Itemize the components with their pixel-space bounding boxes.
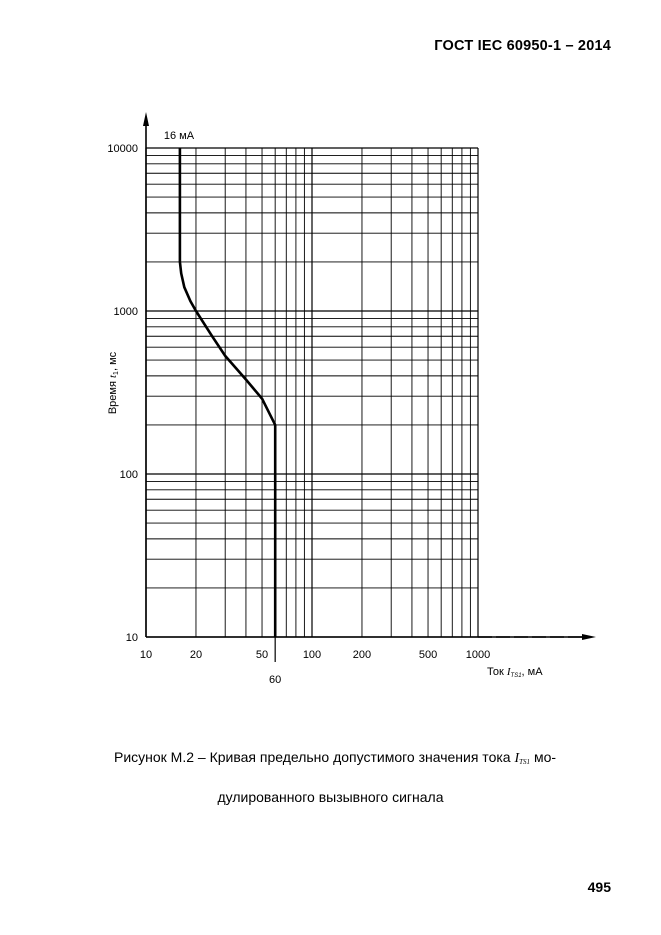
figure-caption-line-1 [25,749,645,767]
y-tick-label: 10000 [107,143,138,155]
caption-text: Рисунок М.2 – Кривая предельно допустимого значения тока [113,749,511,765]
document-header: ГОСТ IEC 60950-1 – 2014 [434,38,611,54]
x-tick-label: 1000 [465,649,491,661]
x-tick-label: 50 [255,649,269,661]
caption-text-end: мо- [533,749,557,765]
y-axis-arrow [143,112,149,126]
x-tick-label: 10 [139,649,153,661]
x-tick-label: 500 [418,649,438,661]
y-tick-label: 10 [125,632,138,644]
x-tick-label: 200 [352,649,372,661]
annotation-16ma: 16 мА [163,130,195,142]
y-tick-label: 1000 [113,306,138,318]
limit-curve [180,148,275,637]
x-axis-arrow [582,634,596,640]
page-number: 495 [587,879,611,895]
caption-symbol: $I_{TS1}$ [514,751,531,766]
figure-caption-line-2: дулированного вызывного сигнала [217,789,444,805]
annotation-60: 60 [269,674,282,686]
y-axis-label: Время t1, мс [107,351,120,415]
x-axis-label: Ток ITS1, мА [487,666,543,679]
x-tick-label: 20 [189,649,203,661]
y-tick-label: 100 [119,469,138,481]
x-tick-label: 100 [302,649,322,661]
